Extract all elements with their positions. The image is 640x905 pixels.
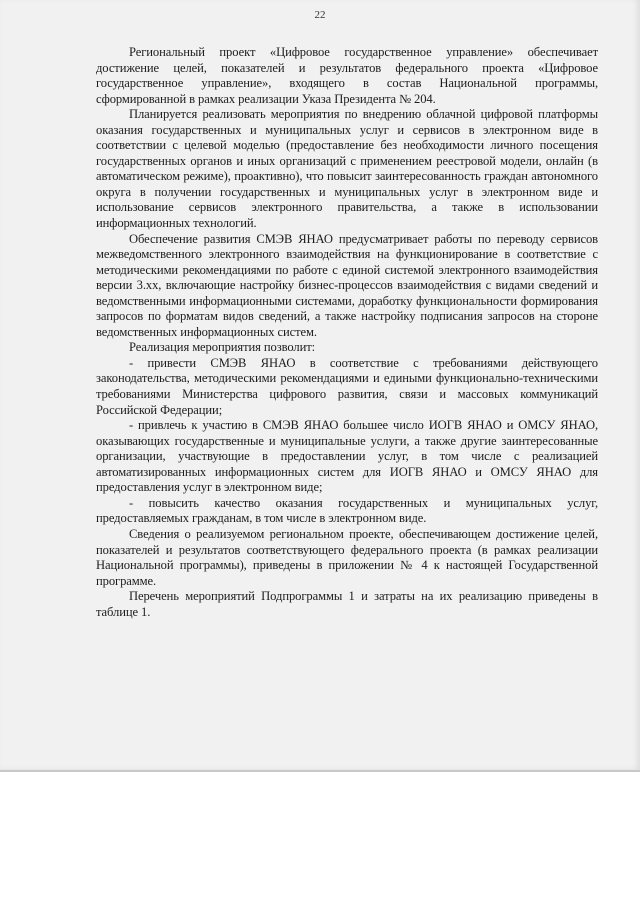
list-item-improve-quality: - повысить качество оказания государственных и муниципальных услуг, предоставляемых гражданам, в том числе в электронном виде.: [96, 495, 598, 526]
paragraph-smev-development: Обеспечение развития СМЭВ ЯНАО предусматривает работы по переводу сервисов межведомственного электронного взаимодействия на функционирование в соответствие с методическими рекомендациями по работе с единой системой электронного взаимодействия версии 3.xx, включающие настройку бизнес-процессов взаимодействия с видами сведений и ведомственными информационными системами, доработку функциональности формирования запросов по форматам видов сведений, а также настройку подписания запросов на стороне ведомственных информационных систем.: [96, 231, 598, 339]
paragraph-implementation-intro: Реализация мероприятия позволит:: [129, 340, 316, 355]
paragraph-table-reference: Перечень мероприятий Подпрограммы 1 и затраты на их реализацию приведены в таблице 1.: [96, 589, 598, 619]
paragraph-cloud-platform: Планируется реализовать мероприятия по внедрению облачной цифровой платформы оказания государственных и муниципальных услуг и сервисов в электронном виде в соответствии с целевой моделью (предоставление без необходимости личного посещения государственных органов и иных организаций с применением реестровой модели, онлайн (в автоматическом режиме), проактивно), что повысит заинтересованность граждан автономного округа в получении государственных и муниципальных услуг в электронном виде и использование сервисов электронного правительства, а также в использовании информационных технологий.: [96, 107, 598, 231]
list-item-bring-into-compliance: - привести СМЭВ ЯНАО в соответствие с требованиями действующего законодательства, методическими рекомендациями и едиными функционально-техническими требованиями Министерства цифрового развития, связи и массовых коммуникаций Российской Федерации;: [96, 355, 598, 417]
document-body: [96, 45, 598, 620]
paragraph-appendix-reference: Сведения о реализуемом региональном проекте, обеспечивающем достижение целей, показателей и результатов соответствующего федерального проекта (в рамках реализации Национальной программы), приведены в приложении № 4 к настоящей Государственной программе.: [96, 526, 598, 588]
paragraph-regional-project: Региональный проект «Цифровое государственное управление» обеспечивает достижение целей, показателей и результатов федерального проекта «Цифровое государственное управление», входящего в состав Национальной программы, сформированной в рамках реализации Указа Президента № 204.: [96, 45, 598, 106]
page-number: 22: [314, 9, 326, 21]
list-item-attract-participants: - привлечь к участию в СМЭВ ЯНАО большее число ИОГВ ЯНАО и ОМСУ ЯНАО, оказывающих государственные и муниципальные услуги, а также другие заинтересованные организации, участвующие в предоставлении услуг, в том числе с реализацией автоматизированных информационных систем для ИОГВ ЯНАО и ОМСУ ЯНАО для предоставления услуг в электронном виде;: [96, 418, 598, 495]
